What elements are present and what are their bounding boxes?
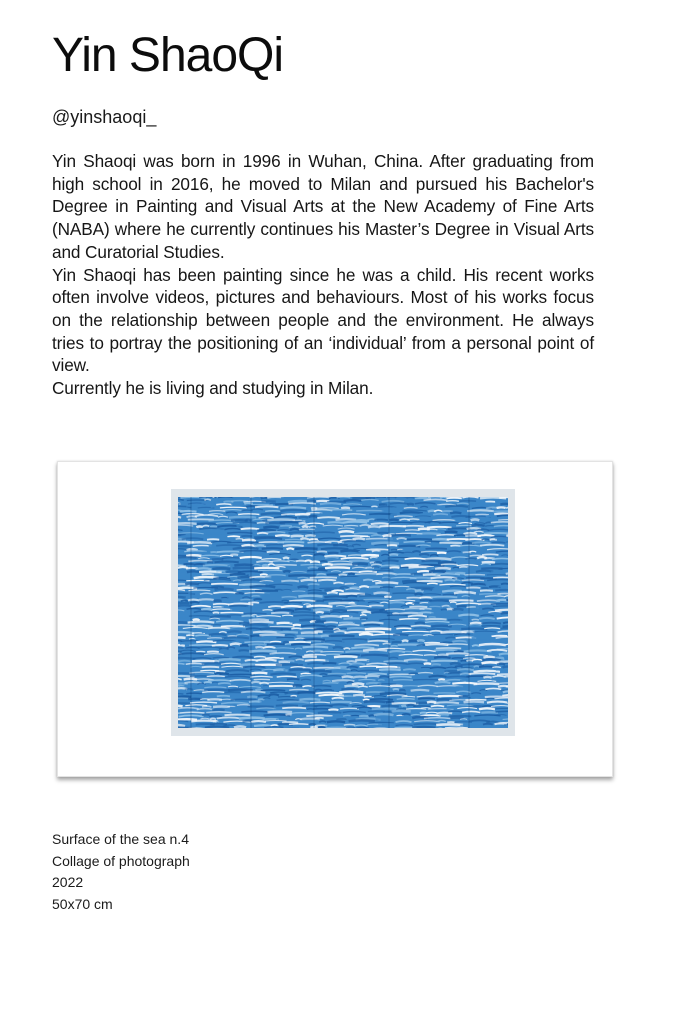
artist-name: Yin ShaoQi [52,29,284,82]
artwork-title: Surface of the sea n.4 [52,831,189,847]
artwork-frame [57,461,613,777]
artwork-size: 50x70 cm [52,895,113,912]
artist-handle: @yinshaoqi_ [52,107,157,127]
artwork-medium: Collage of photograph [52,852,190,869]
artwork-image [171,489,515,736]
sea-surface-collage [178,497,508,728]
bio-paragraph-3: Currently he is living and studying in Milan. [52,378,374,399]
artist-biography [52,150,594,400]
artwork-year: 2022 [52,874,84,890]
bio-paragraph-1: Yin Shaoqi was born in 1996 in Wuhan, China. After graduating from high school in 2016, he moved to Milan and pursued his Bachelor's Degree in Painting and Visual Arts at the New Academy of Fine Arts (NABA) where he currently continues his Master’s Degree in Visual Arts and Curatorial Studies. [52,151,594,262]
bio-paragraph-2: Yin Shaoqi has been painting since he was a child. His recent works often involve videos, pictures and behaviours. Most of his works focus on the relationship between people and the environment. He always tries to portray the positioning of an ‘individual’ from a personal point of view. [52,264,594,376]
artwork-caption [52,829,190,915]
